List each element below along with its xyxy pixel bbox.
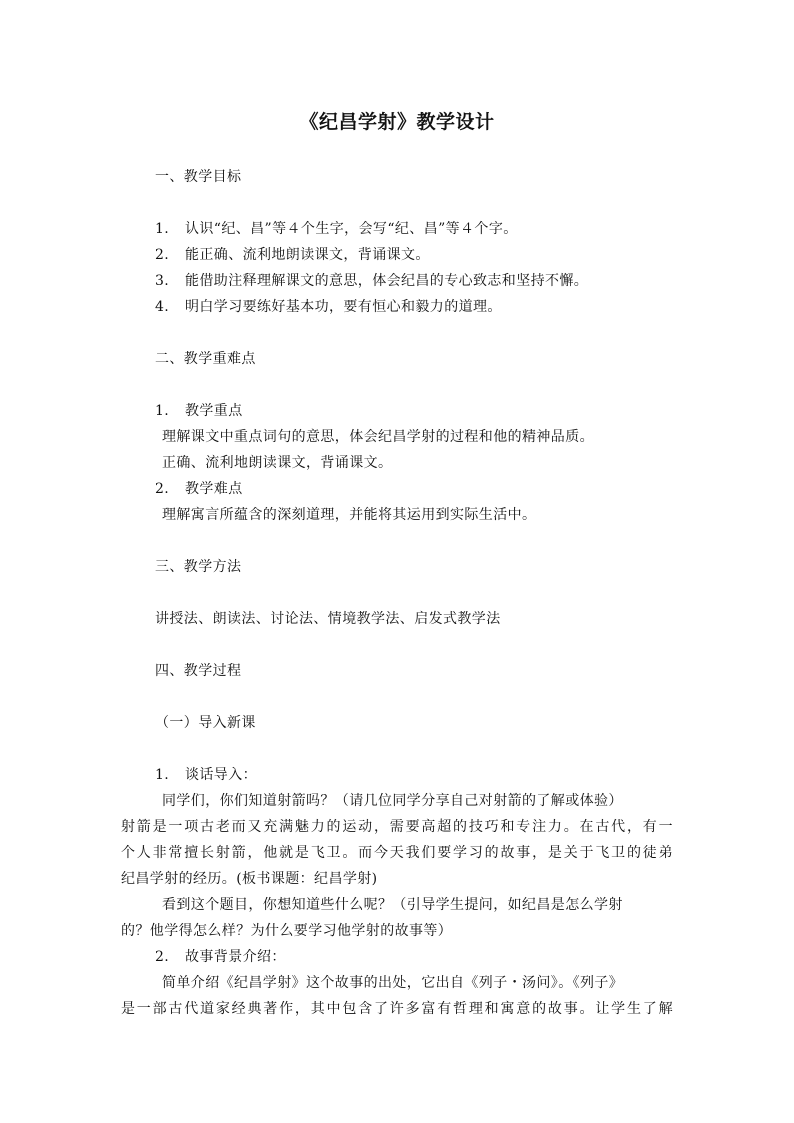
- subsection-heading-intro: （一）导入新课: [155, 715, 256, 731]
- paragraph-line: 个人非常擅长射箭，他就是飞卫。而今天我们要学习的故事，是关于飞卫的徒弟: [121, 845, 673, 861]
- goal-item: [155, 220, 518, 238]
- methods-text: 讲授法、朗读法、讨论法、情境教学法、启发式教学法: [155, 611, 501, 627]
- goal-number: 3.: [155, 273, 170, 289]
- step-label: 故事背景介绍：: [185, 949, 286, 965]
- paragraph-line: 射箭是一项古老而又充满魅力的运动，需要高超的技巧和专注力。在古代，有一: [121, 819, 673, 835]
- section-heading-key-points: 二、教学重难点: [155, 351, 256, 367]
- key-point-label: 教学重点: [185, 403, 243, 419]
- paragraph-line: 纪昌学射的经历。(板书课题：纪昌学射): [121, 871, 378, 887]
- section-heading-methods: 三、教学方法: [155, 559, 242, 575]
- section-heading-process: 四、教学过程: [155, 663, 242, 679]
- step-number: 2.: [155, 949, 170, 965]
- goal-text: 明白学习要练好基本功，要有恒心和毅力的道理。: [185, 299, 502, 315]
- goal-item: [155, 272, 588, 290]
- paragraph-line: 看到这个题目，你想知道些什么呢？（引导学生提问，如纪昌是怎么学射: [162, 897, 623, 913]
- section-heading-goals: 一、教学目标: [155, 169, 242, 185]
- document-title: 《纪昌学射》教学设计: [299, 111, 495, 133]
- key-point-heading: [155, 402, 243, 420]
- key-point-line: 理解课文中重点词句的意思，体会纪昌学射的过程和他的精神品质。: [162, 429, 594, 445]
- difficulty-number: 2.: [155, 481, 170, 497]
- paragraph-line: 的？他学得怎么样？为什么要学习他学射的故事等）: [121, 923, 453, 939]
- goal-text: 认识“纪、昌”等４个生字，会写“纪、昌”等４个字。: [185, 221, 518, 237]
- step-label: 谈话导入：: [185, 767, 257, 783]
- goal-text: 能正确、流利地朗读课文，背诵课文。: [185, 247, 430, 263]
- step-heading: [155, 766, 257, 784]
- goal-text: 能借助注释理解课文的意思，体会纪昌的专心致志和坚持不懈。: [185, 273, 589, 289]
- goal-item: [155, 298, 502, 316]
- difficulty-label: 教学难点: [185, 481, 243, 497]
- goal-number: 1.: [155, 221, 170, 237]
- goal-number: 4.: [155, 299, 170, 315]
- difficulty-heading: [155, 480, 243, 498]
- paragraph-line: 是一部古代道家经典著作，其中包含了许多富有哲理和寓意的故事。让学生了解: [121, 1001, 673, 1017]
- goal-number: 2.: [155, 247, 170, 263]
- step-number: 1.: [155, 767, 170, 783]
- goal-item: [155, 246, 430, 264]
- step-heading: [155, 948, 286, 966]
- key-point-number: 1.: [155, 403, 170, 419]
- paragraph-line: 同学们，你们知道射箭吗？（请几位同学分享自己对射箭的了解或体验）: [162, 793, 623, 809]
- difficulty-line: 理解寓言所蕴含的深刻道理，并能将其运用到实际生活中。: [162, 507, 537, 523]
- paragraph-line: 简单介绍《纪昌学射》这个故事的出处，它出自《列子・汤问》。《列子》: [162, 975, 624, 991]
- key-point-line: 正确、流利地朗读课文，背诵课文。: [162, 455, 393, 471]
